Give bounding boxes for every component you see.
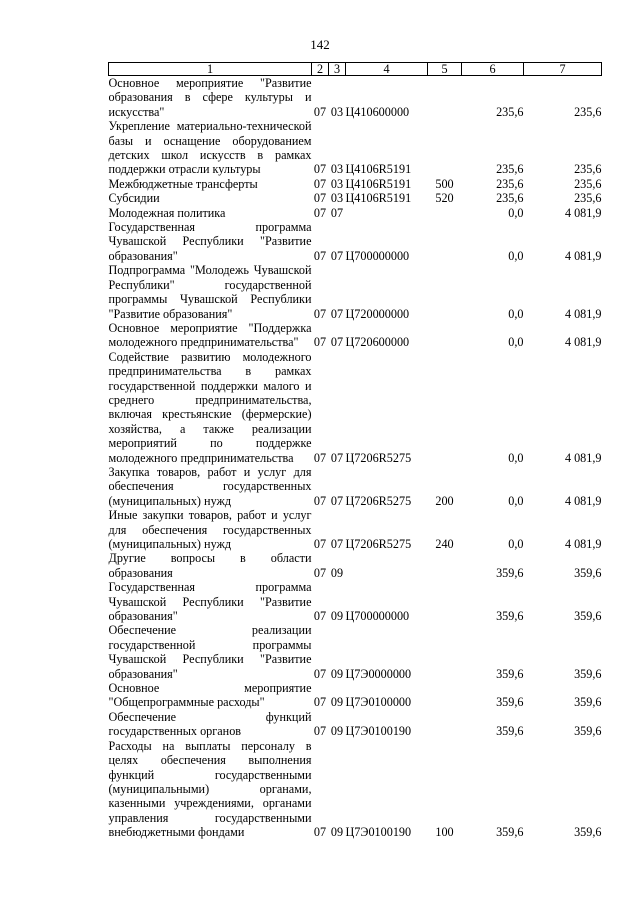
table-row [109,321,602,350]
row-expense-type-code [428,76,462,120]
table-row [109,350,602,465]
row-target-code: Ц7Э0100000 [345,695,412,710]
row-subsection-code: 03 [330,104,344,119]
row-amount-2: 4 081,9 [564,493,602,508]
row-name: Содействие развитию молодежного предпринимательства в рамках государственной поддержки малого и среднего предпринимательства, включая крестьянские (фермерские) хозяйства, а также реализации мероприятий по поддержке молодежного предпринимательства [108,349,312,465]
column-header-section: 2 [312,63,329,76]
page-number: 142 [310,37,330,52]
row-name: Субсидии [108,191,160,206]
row-amount-1: 359,6 [496,609,524,624]
table-row [109,681,602,710]
row-amount-2: 4 081,9 [564,335,602,350]
row-subsection-code: 07 [330,537,344,551]
row-section-code: 07 [313,248,327,263]
row-amount-2: 4 081,9 [564,537,602,551]
row-section-code: 07 [313,537,327,551]
row-amount-1: 359,6 [496,724,524,739]
row-amount-2: 359,6 [574,695,602,710]
row-expense-type-code [428,551,462,580]
column-header-expense-type: 5 [428,63,462,76]
table-row [109,220,602,263]
row-amount-1: 235,6 [496,104,524,119]
row-expense-type-code: 520 [435,191,454,206]
row-target-code: Ц4106R5191 [345,162,412,177]
row-target-code: Ц700000000 [345,609,410,624]
row-amount-1: 0,0 [508,450,524,465]
row-amount-1: 0,0 [508,493,524,508]
table-row [109,76,602,120]
row-target-code: Ц700000000 [345,248,410,263]
row-subsection-code: 07 [330,306,344,321]
row-section-code: 07 [313,695,327,710]
row-target-code: Ц4106R5191 [345,176,412,191]
row-section-code: 07 [313,493,327,508]
row-subsection-code: 09 [330,609,344,624]
row-section-code: 07 [313,176,327,191]
row-subsection-code: 09 [330,565,344,580]
row-subsection-code: 09 [330,724,344,739]
row-section-code: 07 [313,565,327,580]
row-name: Основное мероприятие "Общепрограммные расходы" [108,681,312,710]
table-row [109,206,602,220]
row-target-code: Ц7Э0100190 [345,724,412,739]
table-row [109,623,602,681]
row-expense-type-code [428,681,462,710]
row-section-code: 07 [313,205,327,220]
row-section-code: 07 [313,104,327,119]
row-amount-2: 235,6 [574,191,602,206]
row-target-code: Ц4106R5191 [345,191,412,206]
table-row [109,508,602,551]
table-row [109,177,602,191]
row-amount-1: 359,6 [496,565,524,580]
row-name: Подпрограмма "Молодежь Чувашской Республики" государственной программы Чувашской Республики "Развитие образования" [108,263,312,321]
row-amount-1: 0,0 [508,335,524,350]
row-expense-type-code [428,206,462,220]
row-expense-type-code [428,623,462,681]
table-row [109,580,602,623]
row-expense-type-code [428,119,462,177]
row-expense-type-code [428,220,462,263]
row-amount-1: 235,6 [496,162,524,177]
row-target-code: Ц720000000 [345,306,410,321]
row-subsection-code: 07 [330,205,344,220]
row-amount-1: 359,6 [496,825,524,840]
row-amount-2: 4 081,9 [564,450,602,465]
row-target-code: Ц7206R5275 [345,537,412,551]
row-amount-1: 235,6 [496,176,524,191]
row-name: Межбюджетные трансферты [108,176,258,191]
row-expense-type-code: 500 [435,176,454,191]
row-subsection-code: 07 [330,335,344,350]
column-header-name: 1 [109,63,312,76]
row-section-code: 07 [313,609,327,624]
row-amount-2: 235,6 [574,176,602,191]
row-name: Укрепление материально-технической базы и оснащение оборудованием детских школ искусств в рамках поддержки отрасли культуры [108,119,312,177]
row-amount-2: 4 081,9 [564,205,602,220]
row-amount-1: 0,0 [508,248,524,263]
row-expense-type-code [428,350,462,465]
row-amount-1: 359,6 [496,666,524,681]
row-amount-2: 359,6 [574,565,602,580]
row-amount-1: 0,0 [508,537,524,551]
row-name: Основное мероприятие "Поддержка молодежного предпринимательства" [108,320,312,350]
row-target-code [346,206,428,220]
row-name: Молодежная политика [108,205,226,220]
table-row [109,710,602,739]
table-row [109,263,602,321]
row-section-code: 07 [313,306,327,321]
row-target-code: Ц7Э0000000 [345,666,412,681]
row-expense-type-code: 200 [435,493,454,508]
row-subsection-code: 07 [330,248,344,263]
row-section-code: 07 [313,666,327,681]
row-section-code: 07 [313,191,327,206]
row-amount-2: 235,6 [574,104,602,119]
row-section-code: 07 [313,162,327,177]
row-section-code: 07 [313,450,327,465]
row-name: Другие вопросы в области образования [108,551,312,580]
row-name: Основное мероприятие "Развитие образования в сфере культуры и искусства" [108,76,312,119]
row-amount-2: 359,6 [574,666,602,681]
row-expense-type-code [428,263,462,321]
row-subsection-code: 09 [330,825,344,840]
row-amount-2: 4 081,9 [564,306,602,321]
row-target-code: Ц720600000 [345,335,410,350]
row-amount-2: 4 081,9 [564,248,602,263]
row-subsection-code: 03 [330,162,344,177]
row-subsection-code: 07 [330,450,344,465]
row-amount-2: 359,6 [574,609,602,624]
column-header-subsection: 3 [329,63,346,76]
column-header-amount-1: 6 [462,63,524,76]
row-subsection-code: 09 [330,666,344,681]
row-section-code: 07 [313,724,327,739]
table-row [109,465,602,508]
row-target-code [346,551,428,580]
row-amount-1: 359,6 [496,695,524,710]
row-name: Государственная программа Чувашской Республики "Развитие образования" [108,580,312,624]
row-subsection-code: 07 [330,493,344,508]
row-name: Обеспечение функций государственных органов [108,709,312,739]
row-subsection-code: 03 [330,176,344,191]
row-amount-2: 359,6 [574,724,602,739]
table-row [109,191,602,205]
table-row [109,739,602,840]
row-amount-1: 0,0 [508,205,524,220]
table-row [109,119,602,177]
row-subsection-code: 03 [330,191,344,206]
row-expense-type-code [428,580,462,623]
table-row [109,551,602,580]
row-expense-type-code [428,710,462,739]
row-amount-1: 235,6 [496,191,524,206]
row-target-code: Ц7206R5275 [345,450,412,465]
row-name: Обеспечение реализации государственной программы Чувашской Республики "Развитие образования" [108,623,312,681]
row-section-code: 07 [313,335,327,350]
budget-table [108,62,602,840]
row-amount-2: 359,6 [574,825,602,840]
row-expense-type-code: 100 [435,825,454,840]
row-target-code: Ц7206R5275 [345,493,412,508]
row-subsection-code: 09 [330,695,344,710]
row-name: Иные закупки товаров, работ и услуг для обеспечения государственных (муниципальных) нужд [108,508,312,551]
row-target-code: Ц410600000 [345,104,410,119]
row-section-code: 07 [313,825,327,840]
row-target-code: Ц7Э0100190 [345,825,412,840]
row-name: Закупка товаров, работ и услуг для обеспечения государственных (муниципальных) нужд [108,464,312,508]
row-expense-type-code [428,321,462,350]
row-name: Расходы на выплаты персоналу в целях обеспечения выполнения функций государственными (муниципальными) органами, казенными учреждениями, органами управления государственными внебюджетными фондами [108,738,312,840]
row-amount-2: 235,6 [574,162,602,177]
row-expense-type-code: 240 [435,537,454,551]
row-amount-1: 0,0 [508,306,524,321]
column-header-target-code: 4 [346,63,428,76]
column-header-amount-2: 7 [524,63,602,76]
column-number-row [109,63,602,76]
row-name: Государственная программа Чувашской Республики "Развитие образования" [108,220,312,263]
